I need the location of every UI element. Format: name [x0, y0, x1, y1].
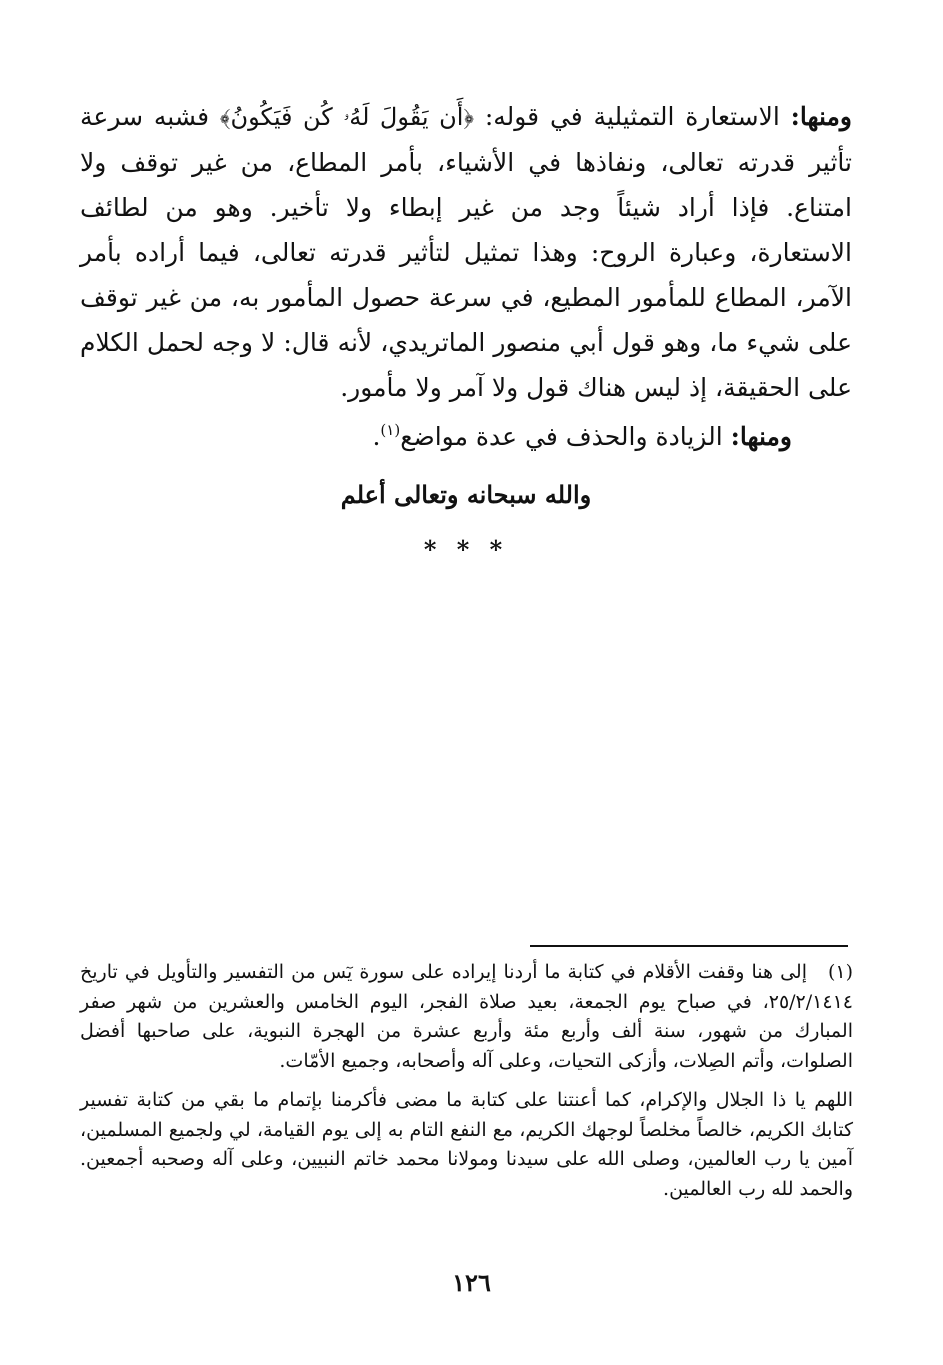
footnote-1 [80, 958, 853, 1076]
paragraph-label: ومنها: [790, 102, 852, 131]
footnote-marker: (١) [827, 961, 853, 983]
paragraph-addition-deletion [80, 414, 852, 459]
footnote-divider [530, 945, 848, 947]
paragraph-body: فشبه سرعة تأثير قدرته تعالى، ونفاذها في الأشياء، بأمر المطاع، من غير توقف ولا امتناع. فإذا أراد شيئاً وجد من غير إبطاء ولا تأخير. وهو من لطائف الاستعارة، وعبارة الروح: وهذا تمثيل لتأثير قدرته تعالى، فيما أراده بأمر الآمر، المطاع للمأمور المطيع، في سرعة حصول المأمور به، من غير توقف على شيء ما، وهو قول أبي منصور الماتريدي، لأنه قال: لا وجه لحمل الكلام على الحقيقة، إذ ليس هناك قول ولا آمر ولا مأمور. [80, 102, 852, 402]
paragraph-label: ومنها: [730, 422, 792, 451]
footnote-text: إلى هنا وقفت الأقلام في كتابة ما أردنا إيراده على سورة يٓس من التفسير والتأويل في تاريخ ٢٥/٢/١٤١٤، في صباح يوم الجمعة، بعيد صلاة الفجر، اليوم الخامس والعشرين من شهر صفر المبارك من شهور، سنة ألف وأربع مئة وأربع عشرة من الهجرة النبوية، على صاحبها أفضل الصلوات، وأتم الصِلات، وأزكى التحيات، وعلى آله وأصحابه، وجميع الأمّات. [80, 961, 853, 1072]
closing-phrase: والله سبحانه وتعالى أعلم [340, 480, 592, 509]
section-separator-stars: * * * [423, 535, 509, 564]
footnotes [80, 958, 853, 1204]
footnote-prayer: اللهم يا ذا الجلال والإكرام، كما أعنتنا على كتابة ما مضى فأكرمنا بإتمام ما بقي من كتابة تفسير كتابك الكريم، خالصاً مخلصاً لوجهك الكريم، مع النفع التام به إلى يوم القيامة، لي ولجميع المسلمين، آمين يا رب العالمين، وصلى الله على سيدنا ومولانا محمد خاتم النبيين، وعلى آله وصحبه أجمعين. والحمد لله رب العالمين. [80, 1089, 853, 1200]
paragraph-metaphor [80, 94, 852, 410]
paragraph-end: . [372, 422, 381, 451]
quran-quote: ﴿أَن يَقُولَ لَهُۥ كُن فَيَكُونُ﴾ [219, 103, 474, 131]
footnote-reference: (١) [380, 421, 401, 439]
paragraph-intro: الاستعارة التمثيلية في قوله: [474, 102, 791, 131]
main-text [80, 94, 852, 459]
paragraph-body: الزيادة والحذف في عدة مواضع [400, 422, 731, 451]
page-number: ١٢٦ [452, 1268, 491, 1297]
